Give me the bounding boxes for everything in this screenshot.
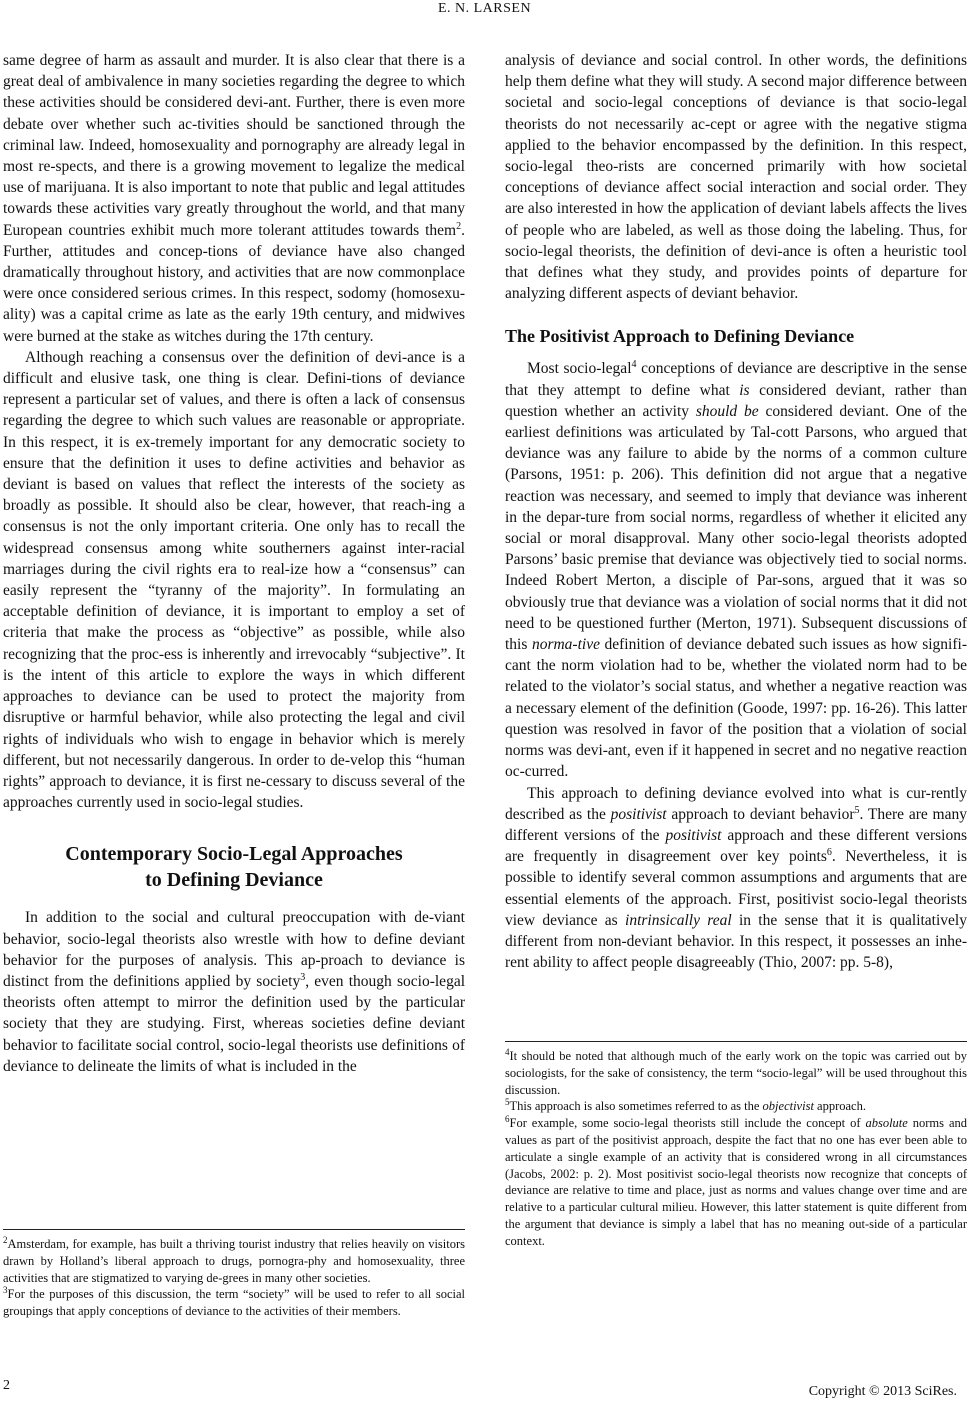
- footnote-ref: 2: [456, 220, 462, 232]
- footnote: $^6$For example, some socio-legal theorists still include the concept of absolute norms and values as part of the positivist approach, despite the fact that no one has ever been able to articulate a single example of an activity that is considered wrong in all circumstances (Jacobs, 2002: p. 2). Most positivist socio-legal theorists now recognize that concepts of deviance are relative to time and place, just as norms and values change over time and are relative to a particular cultural milieu. However, this latter statement is quite different from the argument that deviance is simply a label that has no meaning out-side of a particular context.: [505, 1114, 967, 1248]
- section-heading: The Positivist Approach to Defining Deviance: [505, 326, 855, 347]
- section-heading: Contemporary Socio-Legal Approaches to Defining Deviance: [65, 843, 403, 892]
- footnote: $^4$It should be noted that although much of the early work on the topic was carried out by sociologists, for the sake of consistency, the term “socio-legal” will be used throughout this discussion.: [505, 1046, 967, 1097]
- footnote-rule: [505, 1041, 967, 1042]
- paragraph: Most socio-legal$^4$ conceptions of deviance are descriptive in the sense that they attempt to define what is considered deviant, rather than question whether an activity should be considered deviant. One of the earliest definitions was articulated by Tal-cott Parsons, who argued that deviance was any failure to abide by the norms of a common culture (Parsons, 1951: p. 206). This definition did not argue that a negative reaction was necessary, and seemed to imply that deviance was inherent in the depar-ture from social norms, regardless of whether it elicited any social or moral disapproval. Many other socio-legal theorists adopted Parsons’ basic premise that deviance was objectively tied to social norms. Indeed Robert Merton, a disciple of Par-sons, argued that it was so obviously true that deviance was a violation of social norms that it did not need to be questioned further (Merton, 1971). Subsequent discussions of this norma-tive definition of deviance debated such issues as how signifi-cant the norm violation had to be, whether the violated norm had to be related to the violator’s social status, and whether a negative reaction was a necessary element of the definition (Goode, 1997: pp. 16-26). This latter question was resolved in favor of the position that a violation of social norms was devi-ant, even if it happened in secret and no negative reaction oc-curred.: [505, 359, 968, 781]
- left-column: [3, 50, 465, 1077]
- paragraph: Although reaching a consensus over the definition of devi-ance is a difficult and elusive task, one thing is clear. Defini-tions of deviance represent a particular set of values, and there is often a lack of consensus regarding the degree to which such values are reasonable or appropriate. In this respect, it is ex-tremely important for any democratic society to ensure that the definition it uses to define activities and behavior as deviant is based on values that reflect the interests of the society as broadly as possible. It should also be clear, however, that reach-ing a consensus is not the only important criteria. One only has to recall the widespread consensus among white southerners against inter-racial marriages during the civil rights era to real-ize how a “consensus” can easily represent the “tyranny of the majority”. In formulating an acceptable definition of deviance, it is important to employ a set of criteria that make the process as “objective” as possible, while also recognizing that the proc-ess is inherently and irrevocably “subjective”. It is the intent of this article to explore the ways in which different approaches to deviance can be used to protect the majority from disruptive or harmful behavior, while also protecting the legal and civil rights of individuals who wish to engage in behavior which is merely different, but not necessarily dangerous. In order to de-velop this “human rights” approach to deviance, it is first ne-cessary to discuss several of the approaches currently used in socio-legal studies.: [3, 348, 465, 812]
- paragraph: analysis of deviance and social control. In other words, the definitions help them define what they will study. A second major difference between societal and socio-legal conceptions of deviance is that socio-legal theorists do not necessarily ac-cept or agree with the negative stigma applied to the behavior encompassed by the definition. In this respect, socio-legal theo-rists are concerned primarily with how societal conceptions of deviance affect social interaction and social order. They are also interested in how the application of deviant labels affects the lives of people who are labeled, as well as those doing the labeling. Thus, for socio-legal theorists, the definition of devi-ance is often a heuristic tool that defines what they study, and provides points of departure for analyzing different aspects of deviant behavior.: [505, 52, 967, 303]
- footnote-ref: 6: [826, 846, 832, 858]
- paragraph: This approach to defining deviance evolved into what is cur-rently described as the positivist approach to deviant behavior$^5$. There are many different versions of the positivist approach and these different versions are frequently in disagreement over key points$^6$. Nevertheless, it is possible to identify several common assumptions and arguments that are essential elements of the approach. First, positivist socio-legal theorists view deviance as intrinsically real in the sense that it is qualitatively different from non-deviant behavior. In this respect, it possesses an inhe-rent ability to affect people disagreeably (Thio, 2007: pp. 5-8),: [505, 784, 967, 972]
- paragraph: In addition to the social and cultural preoccupation with de-viant behavior, socio-legal theorists also wrestle with how to define deviant behavior for the purposes of analysis. This ap-proach to deviance is distinct from the definitions applied by society$^3$, even though socio-legal theorists often attempt to mirror the definition used by the particular society that they are studying. First, whereas societies define deviant behavior to facilitate social control, socio-legal theorists use definitions of deviance to delineate the limits of what is included in the: [3, 909, 465, 1075]
- paragraph: same degree of harm as assault and murder. It is also clear that there is a great deal of ambivalence in many societies regarding the degree to which these activities should be considered devi-ant. Further, there is even more debate over whether such ac-tivities should be sanctioned through the criminal law. Indeed, homosexuality and pornography are already legal in most re-spects, and there is a growing movement to legalize the medical use of marijuana. It is also important to note that public and legal attitudes towards these activities vary greatly throughout the world, and that many European countries exhibit much more tolerant attitudes towards them$^2$. Further, attitudes and concep-tions of deviance have also changed dramatically throughout history, and activities that are now commonplace were once considered serious crimes. In this respect, sodomy (homosexu-ality) was a capital crime as late as the early 19th century, and midwives were burned at the stake as witches during the 17th century.: [3, 52, 465, 345]
- footnote: $^3$For the purposes of this discussion, the term “society” will be used to refer to all social groupings that apply conceptions of deviance to the activities of their members.: [3, 1285, 465, 1319]
- page-number: 2: [3, 1378, 10, 1393]
- right-column: [505, 50, 967, 973]
- left-footnotes: [3, 1229, 465, 1320]
- footnote-ref: 4: [631, 359, 637, 371]
- footnote: $^5$This approach is also sometimes referred to as the objectivist approach.: [505, 1097, 866, 1114]
- footnote-ref: 5: [854, 804, 860, 816]
- footnote-rule: [3, 1229, 465, 1230]
- running-head: E. N. LARSEN: [437, 1, 532, 16]
- footnote: $^2$Amsterdam, for example, has built a thriving tourist industry that relies heavily on visitors drawn by Holland’s liberal approach to drugs, pornogra-phy and homosexuality, three activities that are stigmatized to varying de-grees in many other societies.: [3, 1234, 465, 1285]
- copyright-notice: Copyright © 2013 SciRes.: [808, 1384, 957, 1399]
- right-footnotes: [505, 1041, 967, 1250]
- footnote-ref: 3: [300, 971, 306, 983]
